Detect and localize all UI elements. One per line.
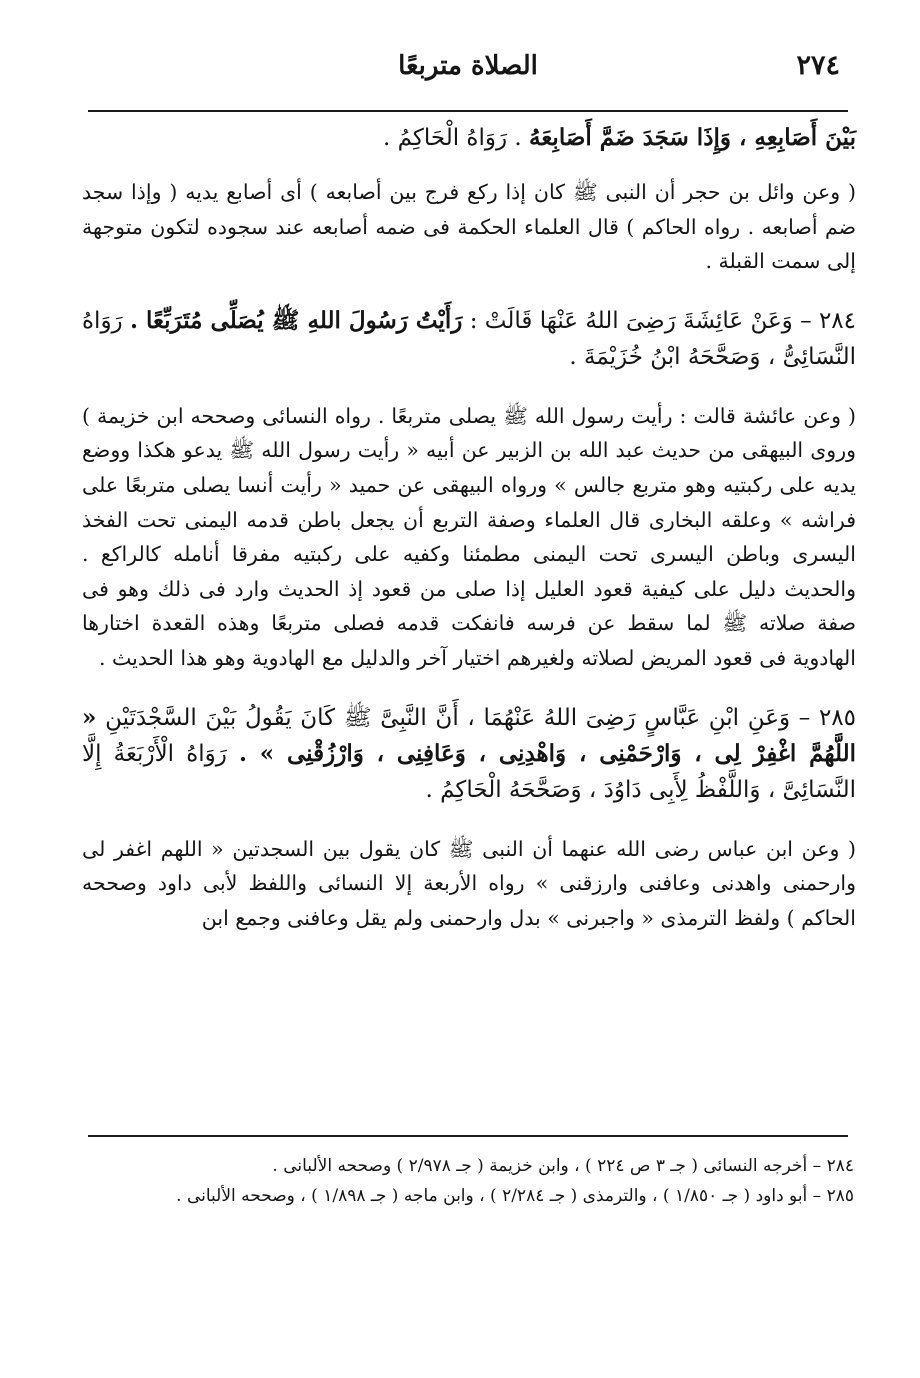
hadith-285 <box>82 700 856 808</box>
page-number: ٢٧٤ <box>796 50 840 81</box>
page-header <box>88 46 848 96</box>
hadith-matn: بَيْنَ أَصَابِعِهِ ، وَإِذَا سَجَدَ ضَمَّ أَصَابِعَهُ <box>529 124 856 151</box>
footnote-285: ٢٨٥ – أبو داود ( جـ ١/٨٥٠ ) ، والترمذى ( جـ ٢/٢٨٤ ) ، وابن ماجه ( جـ ١/٨٩٨ ) ، وصححه الألبانى . <box>176 1186 854 1206</box>
hadith-matn: « اللَّهُمَّ اغْفِرْ لِى ، وَارْحَمْنِى ، وَاهْدِنِى ، وَعَافِنِى ، وَارْزُقْنِى » . <box>82 703 856 767</box>
hadith-284 <box>82 303 856 375</box>
hadith-attribution: رَوَاهُ الْأَرْبَعَةُ إِلَّا النَّسَائِىَّ ، وَاللَّفْظُ لِأَبِى دَاوُدَ ، وَصَحَّحَهُ الْحَاكِمُ . <box>82 740 856 803</box>
commentary-285: ( وعن ابن عباس رضى الله عنهما أن النبى ﷺ كان يقول بين السجدتين « اللهم اغفر لى وارحمنى واهدنى وعافنى وارزقنى » رواه الأربعة إلا النسائى واللفظ لأبى داود وصححه الحاكم ) ولفظ الترمذى « واجبرنى » بدل وارحمنى ولم يقل وعافنى وجمع ابن <box>82 836 856 930</box>
hadith-attribution: رَوَاهُ النَّسَائِىُّ ، وَصَحَّحَهُ ابْنُ خُزَيْمَةَ . <box>82 307 856 370</box>
hadith-number-intro: ٢٨٤ – وَعَنْ عَائِشَةَ رَضِىَ اللهُ عَنْهَا قَالَتْ : <box>469 307 857 334</box>
hadith-number-intro: ٢٨٥ – وَعَنِ ابْنِ عَبَّاسٍ رَضِىَ اللهُ عَنْهُمَا ، أَنَّ النَّبِىَّ ﷺ كَانَ يَقُولُ بَيْنَ السَّجْدَتَيْنِ <box>105 704 856 731</box>
hadith-283-tail <box>82 120 856 156</box>
commentary-283: ( وعن وائل بن حجر أن النبى ﷺ كان إذا ركع فرج بين أصابعه ) أى أصابع يديه ( وإذا سجد ضم أصابعه . رواه الحاكم ) قال العلماء الحكمة فى ضمه أصابعه عند سجوده لتكون متوجهة إلى سمت القبلة . <box>82 180 856 274</box>
main-text <box>82 120 856 935</box>
header-divider <box>88 110 848 112</box>
footnote-divider <box>88 1135 848 1137</box>
hadith-matn: رَأَيْتُ رَسُولَ اللهِ ﷺ يُصَلِّى مُتَرَبِّعًا . <box>130 306 463 334</box>
commentary-284: ( وعن عائشة قالت : رأيت رسول الله ﷺ يصلى متربعًا . رواه النسائى وصححه ابن خزيمة ) وروى البيهقى من حديث عبد الله بن الزبير عن أبيه « رأيت رسول الله ﷺ يدعو هكذا ووضع يديه على ركبتيه وهو متربع جالس » ورواه البيهقى عن حميد « رأيت أنسا يصلى متربعًا على فراشه » وعلقه البخارى قال العلماء وصفة التربع أن يجعل باطن قدمه اليمنى تحت الفخذ اليسرى وباطن اليسرى تحت اليمنى مطمئنا وكفيه على ركبتيه مفرقا أنامله كالراكع . والحديث دليل على كيفية قعود العليل إذا صلى من قعود إذ الحديث وارد فى ذلك وهو فى صفة صلاته ﷺ لما سقط عن فرسه فانفكت قدمه فصلى متربعًا وهذه القعدة اختارها الهادوية فى قعود المريض لصلاته ولغيرهم اختيار آخر والدليل مع الهادوية وهو هذا الحديث . <box>82 403 856 670</box>
footnotes <box>86 1151 854 1211</box>
footnote-284: ٢٨٤ – أخرجه النسائى ( جـ ٣ ص ٢٢٤ ) ، وابن خزيمة ( جـ ٢/٩٧٨ ) وصححه الألبانى . <box>272 1156 854 1176</box>
hadith-attribution: . رَوَاهُ الْحَاكِمُ . <box>382 125 522 151</box>
running-title: الصلاة متربعًا <box>398 51 538 81</box>
